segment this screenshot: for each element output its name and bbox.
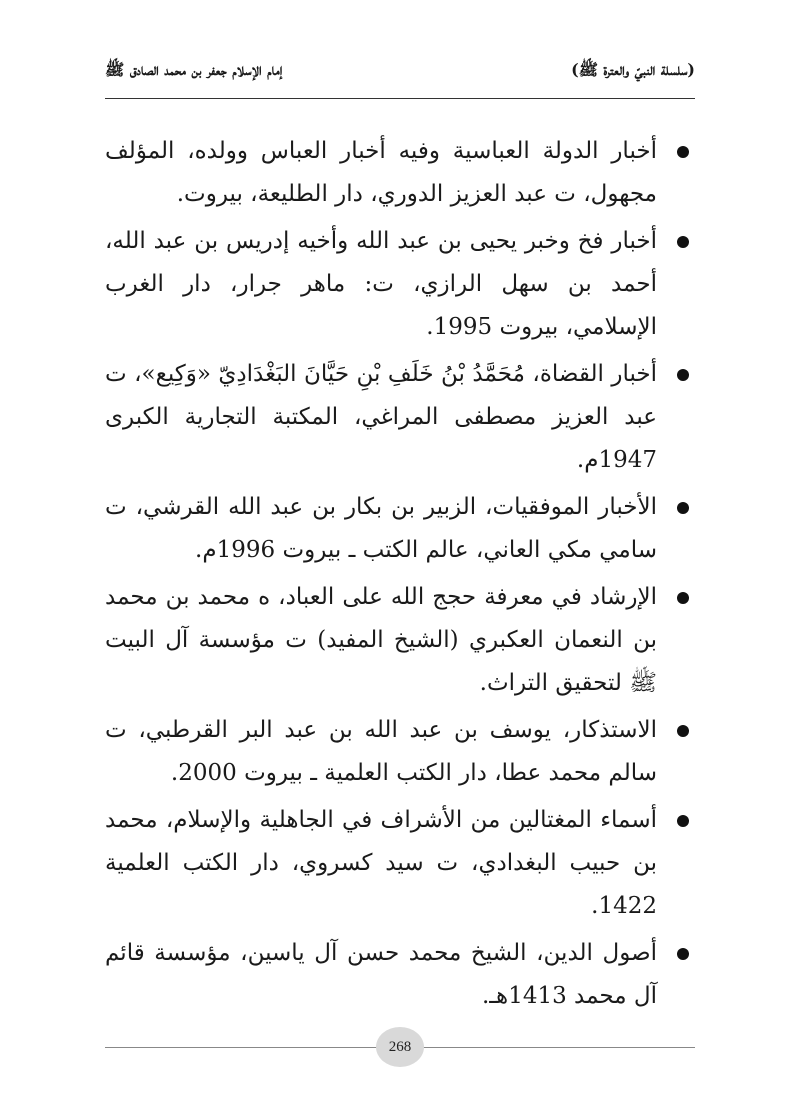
reference-text: أخبار الدولة العباسية وفيه أخبار العباس وولده، المؤلف مجهول، ت عبد العزيز الدوري، دار الطليعة، بيروت.: [105, 138, 657, 207]
running-header: [105, 58, 695, 99]
book-title: إمام الإسلام جعفر بن محمد الصادق ﷺ: [105, 60, 283, 79]
reference-item: [105, 220, 695, 349]
page-footer: [105, 1027, 695, 1067]
reference-text: أخبار القضاة، مُحَمَّدُ بْنُ خَلَفِ بْنِ حَيَّانَ البَغْدَادِيّ «وَكِيع»، ت عبد العزيز مصطفى المراغي، المكتبة التجارية الكبرى 1947م.: [105, 361, 657, 473]
reference-item: [105, 709, 695, 795]
bullet-icon: [677, 725, 689, 737]
bullet-icon: [677, 369, 689, 381]
reference-item: [105, 130, 695, 216]
reference-text: أصول الدين، الشيخ محمد حسن آل ياسين، مؤسسة قائم آل محمد 1413هـ.: [105, 940, 657, 1009]
reference-item: [105, 932, 695, 1018]
reference-item: [105, 576, 695, 705]
reference-text: الاستذكار، يوسف بن عبد الله بن عبد البر القرطبي، ت سالم محمد عطا، دار الكتب العلمية ـ بيروت 2000.: [105, 717, 657, 786]
bullet-icon: [677, 948, 689, 960]
reference-text: أسماء المغتالين من الأشراف في الجاهلية والإسلام، محمد بن حبيب البغدادي، ت سيد كسروي، دار الكتب العلمية 1422.: [105, 807, 657, 919]
reference-text: الإرشاد في معرفة حجج الله على العباد، ه محمد بن محمد بن النعمان العكبري (الشيخ المفيد) ت مؤسسة آل البيت ﷺ لتحقيق التراث.: [105, 584, 657, 696]
bullet-icon: [677, 146, 689, 158]
reference-list: [105, 130, 695, 1022]
page-number: 268: [376, 1027, 424, 1067]
bullet-icon: [677, 236, 689, 248]
reference-item: [105, 353, 695, 482]
bullet-icon: [677, 502, 689, 514]
series-title: (سلسلة النبيّ والعترة ﷺ): [571, 60, 695, 79]
reference-text: الأخبار الموفقيات، الزبير بن بكار بن عبد الله القرشي، ت سامي مكي العاني، عالم الكتب ـ بيروت 1996م.: [105, 494, 657, 563]
reference-item: [105, 799, 695, 928]
reference-item: [105, 486, 695, 572]
reference-text: أخبار فخ وخبر يحيى بن عبد الله وأخيه إدريس بن عبد الله، أحمد بن سهل الرازي، ت: ماهر جرار، دار الغرب الإسلامي، بيروت 1995.: [105, 228, 657, 340]
bullet-icon: [677, 815, 689, 827]
bullet-icon: [677, 592, 689, 604]
